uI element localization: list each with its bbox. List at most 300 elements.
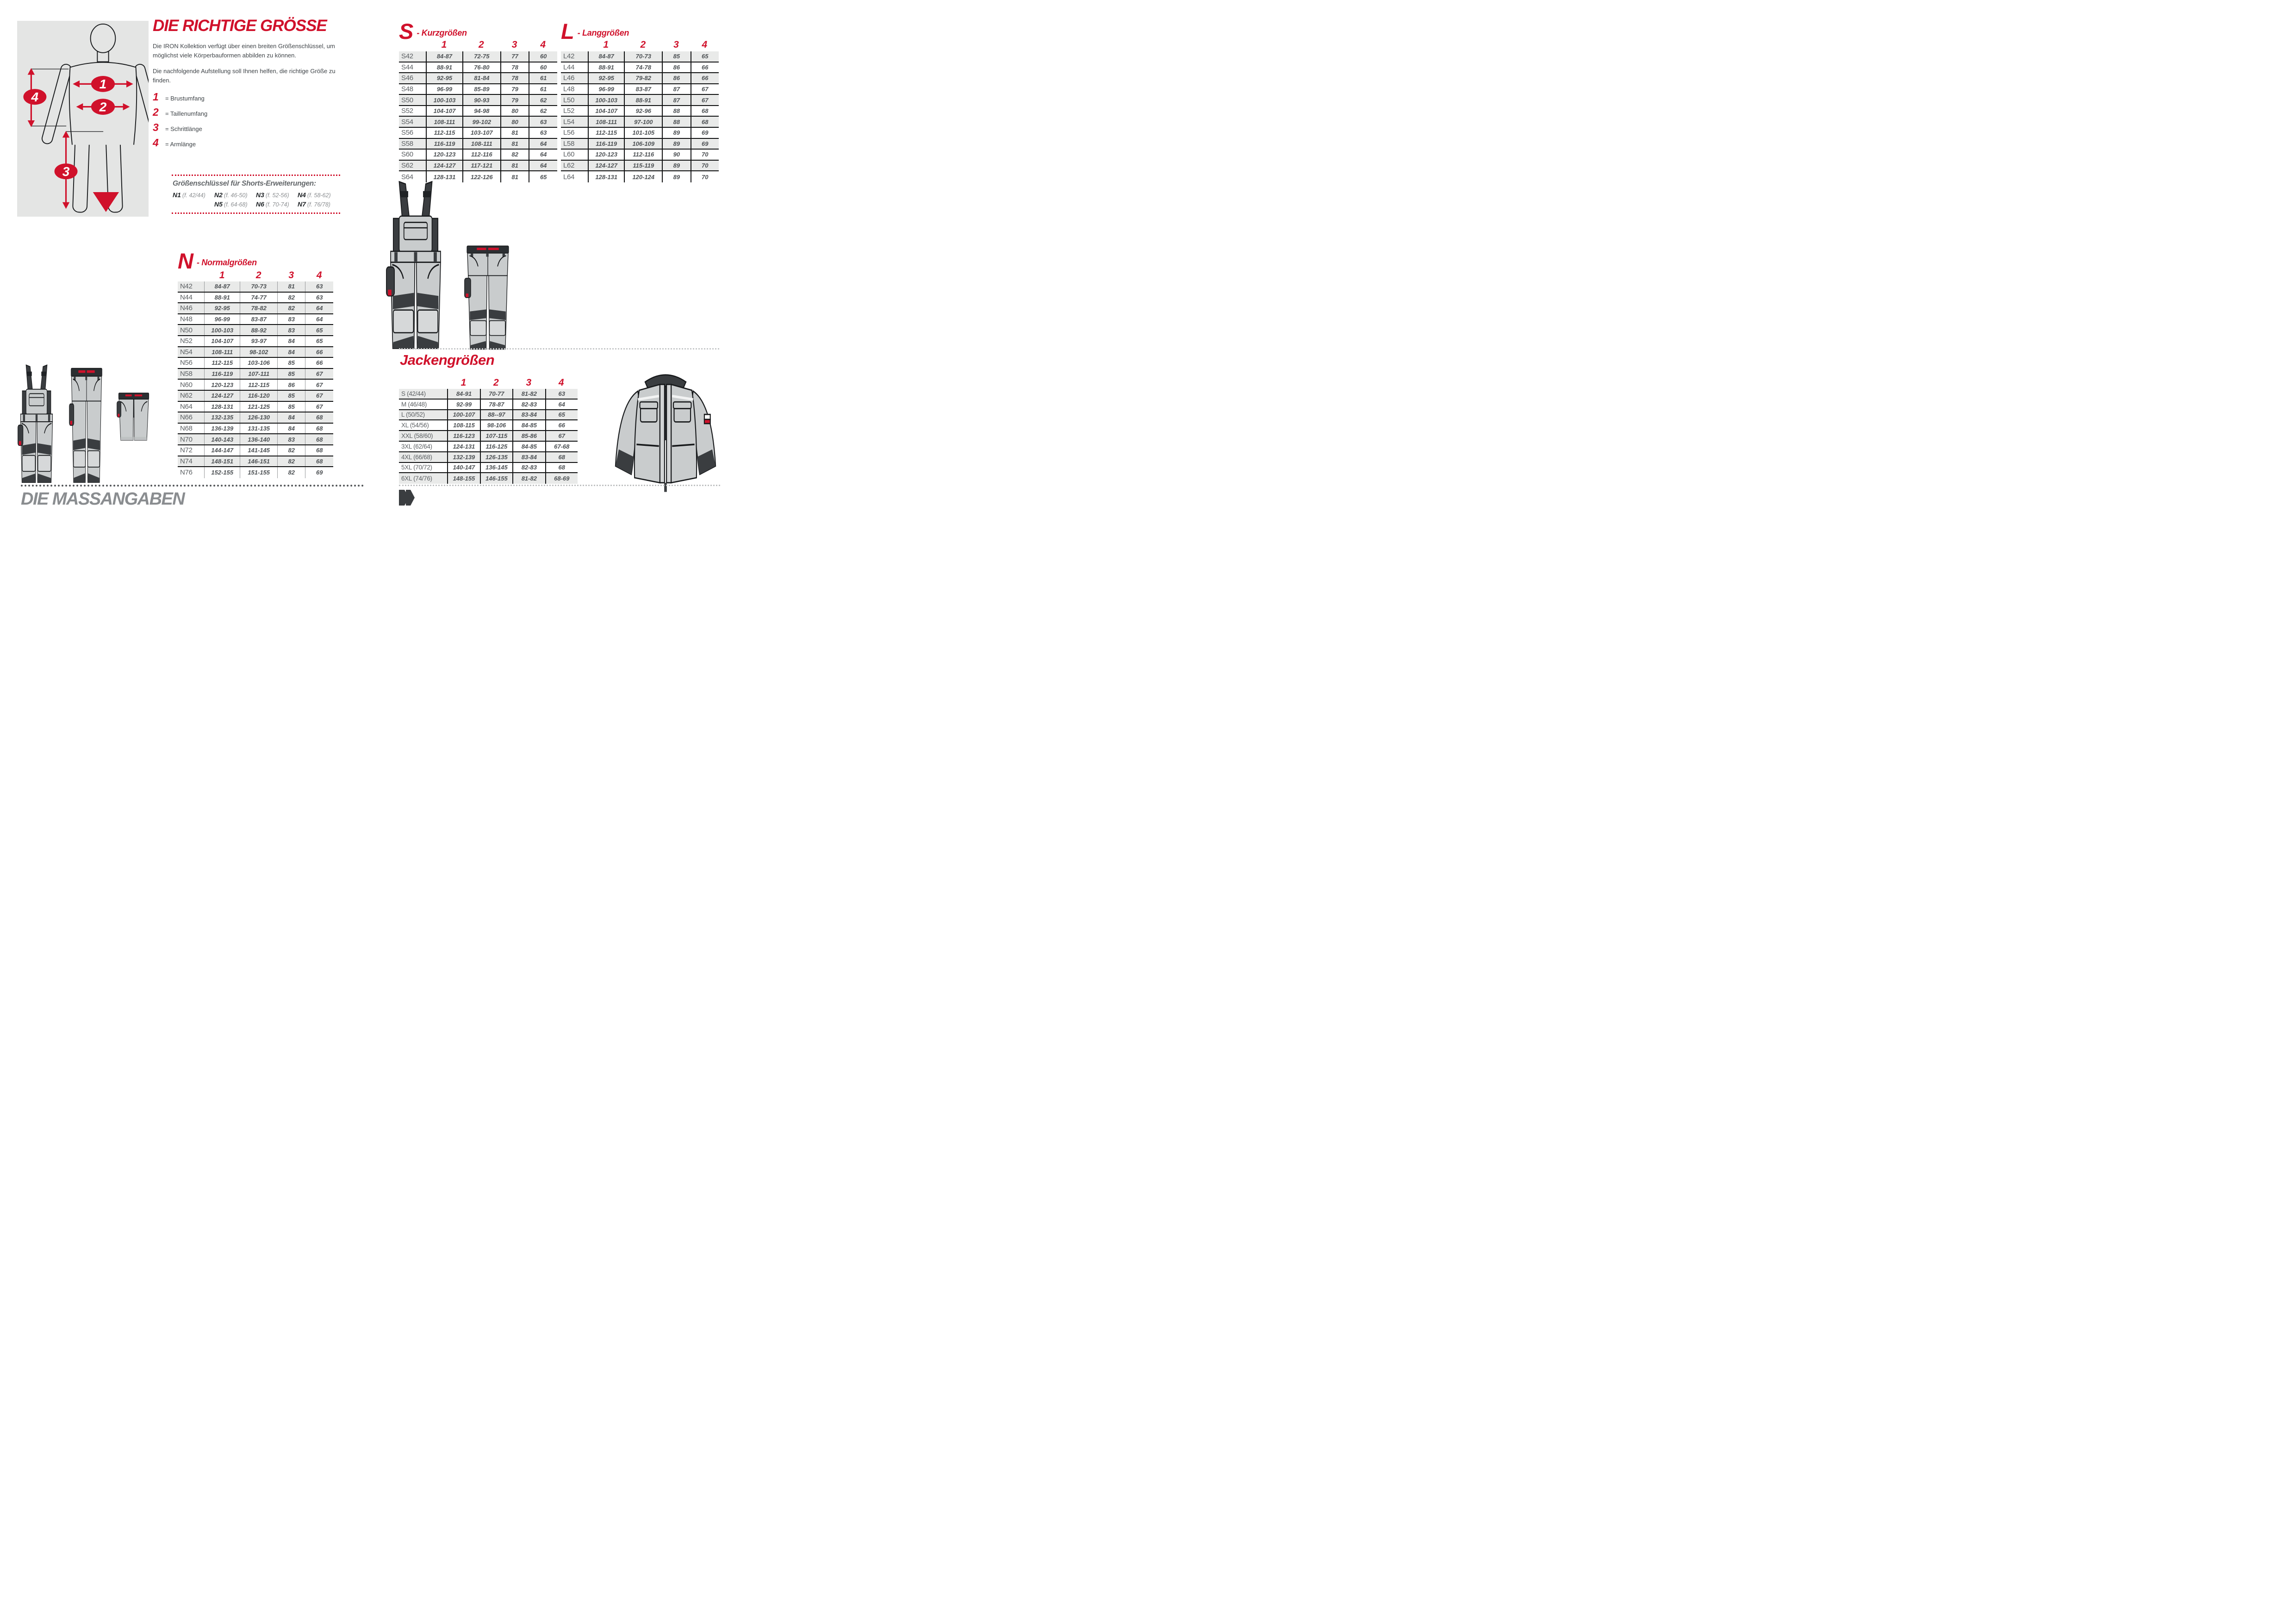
value-cell: 82: [277, 445, 305, 456]
column-header-1: 1: [441, 39, 447, 50]
table-row: [399, 150, 557, 161]
table-row: [399, 139, 557, 150]
size-label: 5XL (70/72): [401, 464, 432, 471]
size-label: L46: [563, 74, 575, 82]
section-suffix: - Langgrößen: [577, 28, 629, 37]
table-row: [399, 389, 578, 400]
value-cell: 79: [500, 84, 529, 94]
value-cell: 92-95: [588, 73, 624, 83]
value-cell: 116-119: [426, 139, 462, 149]
value-cell: 100-103: [588, 95, 624, 105]
table-row: [399, 463, 578, 474]
size-label: L44: [563, 63, 575, 71]
value-cell: 86: [277, 380, 305, 390]
value-cell: 78: [500, 73, 529, 83]
table-row: [561, 161, 719, 172]
table-row: [178, 336, 333, 347]
value-cell: 85: [277, 358, 305, 368]
value-cell: 83: [277, 314, 305, 325]
table-row: [178, 380, 333, 391]
size-label: S64: [401, 173, 413, 181]
value-cell: 78-87: [480, 400, 512, 409]
value-cell: 108-111: [426, 117, 462, 127]
value-cell: 70: [691, 171, 719, 182]
size-label: N62: [180, 392, 193, 400]
arm-length-arrow: [23, 68, 46, 127]
value-cell: 64: [529, 161, 557, 171]
size-label: N44: [180, 293, 193, 301]
value-cell: 87: [662, 95, 690, 105]
section-suffix: - Kurzgrößen: [417, 28, 467, 37]
value-cell: 88-91: [624, 95, 662, 105]
value-cell: 90: [662, 150, 690, 160]
shorts-key-item: [256, 191, 298, 199]
value-cell: 87: [662, 84, 690, 94]
value-cell: 76-80: [462, 62, 500, 73]
value-cell: 81: [500, 139, 529, 149]
value-cell: 132-139: [447, 452, 479, 462]
table-row: [399, 62, 557, 74]
size-label: L42: [563, 52, 575, 61]
value-cell: 77: [500, 51, 529, 62]
table-row: [399, 84, 557, 95]
value-cell: 67: [305, 402, 333, 412]
value-cell: 83-84: [512, 452, 545, 462]
value-cell: 108-111: [204, 347, 240, 357]
column-header-3: 3: [526, 377, 532, 388]
size-label: XXL (58/60): [401, 432, 433, 440]
column-header-2: 2: [478, 39, 484, 50]
value-cell: 63: [305, 281, 333, 292]
shorts-key-code: N2: [214, 191, 223, 199]
value-cell: 60: [529, 62, 557, 73]
size-table-normal: [178, 281, 333, 478]
value-cell: 81: [500, 171, 529, 182]
table-row: [399, 51, 557, 62]
table-row: [178, 325, 333, 336]
value-cell: 84: [277, 412, 305, 423]
value-cell: 81-82: [512, 389, 545, 399]
value-cell: 65: [305, 336, 333, 346]
table-row: [561, 150, 719, 161]
legend-number: 1: [153, 91, 159, 103]
shorts-key-range: (f. 58-62): [307, 192, 331, 199]
value-cell: 120-123: [426, 150, 462, 160]
value-cell: 98-106: [480, 420, 512, 430]
size-label: XL (54/56): [401, 422, 429, 429]
size-label: S52: [401, 107, 413, 115]
table-row: [178, 281, 333, 293]
value-cell: 88-91: [426, 62, 462, 73]
column-header-3: 3: [511, 39, 517, 50]
svg-text:1: 1: [99, 77, 107, 92]
shorts-key-item: [214, 191, 256, 199]
table-row: [399, 420, 578, 431]
value-cell: 70-73: [624, 51, 662, 62]
value-cell: 67-68: [545, 442, 578, 451]
value-cell: 84: [277, 424, 305, 434]
value-cell: 108-111: [462, 139, 500, 149]
size-table-jacken: [399, 389, 578, 484]
value-cell: 106-109: [624, 139, 662, 149]
value-cell: 116-119: [204, 369, 240, 379]
shorts-key-item: [214, 200, 256, 208]
shorts-key-code: N4: [298, 191, 306, 199]
value-cell: 136-139: [204, 424, 240, 434]
table-row: [178, 358, 333, 369]
size-label: N70: [180, 435, 193, 443]
value-cell: 126-130: [240, 412, 277, 423]
column-header-2: 2: [640, 39, 646, 50]
intro-paragraph-1: Die IRON Kollektion verfügt über einen breiten Größenschlüssel, um möglichst viele Körperbauformen abbilden zu können.: [153, 43, 335, 59]
value-cell: 72-75: [462, 51, 500, 62]
table-row: [561, 73, 719, 84]
shorts-key-item: [298, 191, 339, 199]
value-cell: 82: [277, 467, 305, 478]
value-cell: 85-89: [462, 84, 500, 94]
size-label: N72: [180, 446, 193, 455]
shorts-key-row: [173, 191, 339, 199]
value-cell: 84-87: [204, 281, 240, 292]
value-cell: 68: [305, 456, 333, 467]
value-cell: 65: [691, 51, 719, 62]
value-cell: 64: [529, 150, 557, 160]
value-cell: 84-91: [447, 389, 479, 399]
shorts-size-key-box: [172, 175, 340, 214]
size-label: L62: [563, 162, 575, 170]
size-label: N68: [180, 425, 193, 433]
value-cell: 65: [305, 325, 333, 335]
value-cell: 83-84: [512, 410, 545, 420]
size-label: N52: [180, 337, 193, 345]
size-table-kurz: [399, 51, 557, 182]
value-cell: 66: [691, 73, 719, 83]
legend-item: [153, 137, 207, 149]
table-row: [178, 303, 333, 314]
value-cell: 103-106: [240, 358, 277, 368]
value-cell: 124-131: [447, 442, 479, 451]
size-label: N76: [180, 468, 193, 477]
size-label: N74: [180, 457, 193, 465]
table-row: [178, 456, 333, 468]
table-row: [399, 410, 578, 421]
value-cell: 115-119: [624, 161, 662, 171]
table-row: [399, 95, 557, 106]
value-cell: 128-131: [204, 402, 240, 412]
column-headers-jacken: [399, 377, 578, 389]
value-cell: 103-107: [462, 128, 500, 138]
size-label: S58: [401, 139, 413, 148]
table-row: [178, 445, 333, 456]
legend-label: = Schrittlänge: [165, 125, 202, 132]
value-cell: 68: [305, 434, 333, 444]
column-header-1: 1: [460, 377, 467, 388]
shorts-key-item: [173, 191, 214, 199]
size-label: S42: [401, 52, 413, 61]
shorts-key-item: [256, 200, 298, 208]
value-cell: 70: [691, 161, 719, 171]
svg-text:2: 2: [99, 100, 107, 114]
value-cell: 96-99: [588, 84, 624, 94]
value-cell: 99-102: [462, 117, 500, 127]
value-cell: 104-107: [426, 106, 462, 116]
table-row: [561, 84, 719, 95]
size-label: L48: [563, 85, 575, 94]
legend-label: = Armlänge: [165, 141, 196, 148]
table-row: [561, 117, 719, 128]
value-cell: 65: [545, 410, 578, 420]
legend-item: [153, 106, 207, 119]
value-cell: 98-102: [240, 347, 277, 357]
value-cell: 89: [662, 171, 690, 182]
value-cell: 116-119: [588, 139, 624, 149]
value-cell: 124-127: [204, 391, 240, 401]
value-cell: 66: [691, 62, 719, 73]
table-row: [399, 400, 578, 410]
value-cell: 140-143: [204, 434, 240, 444]
column-header-3: 3: [673, 39, 679, 50]
size-label: N64: [180, 402, 193, 411]
size-label: 3XL (62/64): [401, 443, 432, 450]
column-headers-kurz: [399, 39, 557, 51]
value-cell: 70-73: [240, 281, 277, 292]
trousers-image-small: [64, 367, 109, 485]
value-cell: 61: [529, 73, 557, 83]
value-cell: 97-100: [624, 117, 662, 127]
table-row: [561, 139, 719, 150]
value-cell: 92-95: [426, 73, 462, 83]
value-cell: 82: [277, 293, 305, 303]
value-cell: 117-121: [462, 161, 500, 171]
value-cell: 96-99: [426, 84, 462, 94]
value-cell: 83: [277, 434, 305, 444]
value-cell: 88-91: [588, 62, 624, 73]
value-cell: 104-107: [204, 336, 240, 346]
value-cell: 64: [305, 303, 333, 313]
value-cell: 66: [305, 347, 333, 357]
value-cell: 116-123: [447, 431, 479, 441]
value-cell: 67: [305, 380, 333, 390]
bib-overall-image-small: [11, 364, 62, 485]
page-title: DIE RICHTIGE GRÖSSE: [153, 17, 327, 35]
value-cell: 82: [277, 303, 305, 313]
table-row: [399, 117, 557, 128]
value-cell: 112-115: [240, 380, 277, 390]
column-header-1: 1: [603, 39, 609, 50]
body-silhouette-graphic: [17, 21, 149, 217]
shorts-key-spacer: [173, 200, 214, 208]
value-cell: 64: [545, 400, 578, 409]
value-cell: 74-78: [624, 62, 662, 73]
value-cell: 136-145: [480, 463, 512, 473]
shorts-key-title: Größenschlüssel für Shorts-Erweiterungen:: [173, 180, 316, 187]
size-label: L52: [563, 107, 575, 115]
value-cell: 89: [662, 128, 690, 138]
value-cell: 122-126: [462, 171, 500, 182]
legend-number: 2: [153, 106, 159, 118]
value-cell: 63: [529, 117, 557, 127]
value-cell: 81: [277, 281, 305, 292]
table-row: [178, 391, 333, 402]
value-cell: 84: [277, 336, 305, 346]
column-headers-lang: [561, 39, 719, 51]
shorts-key-range: (f. 76/78): [307, 201, 330, 208]
value-cell: 132-135: [204, 412, 240, 423]
table-row: [561, 128, 719, 139]
size-label: M (46/48): [401, 400, 427, 408]
value-cell: 85: [277, 369, 305, 379]
value-cell: 67: [691, 95, 719, 105]
value-cell: 70: [691, 150, 719, 160]
catalog-page: [0, 0, 734, 519]
value-cell: 107-115: [480, 431, 512, 441]
value-cell: 88: [662, 106, 690, 116]
table-row: [399, 128, 557, 139]
size-label: S46: [401, 74, 413, 82]
value-cell: 151-155: [240, 467, 277, 478]
table-row: [399, 431, 578, 442]
size-label: N60: [180, 381, 193, 389]
size-label: N56: [180, 359, 193, 367]
value-cell: 62: [529, 95, 557, 105]
legend-item: [153, 121, 207, 134]
table-row: [178, 314, 333, 325]
value-cell: 67: [545, 431, 578, 441]
value-cell: 68: [305, 424, 333, 434]
size-label: S48: [401, 85, 413, 94]
trousers-image-large: [457, 244, 518, 352]
intro-text: [153, 42, 336, 92]
value-cell: 108-115: [447, 420, 479, 430]
value-cell: 128-131: [588, 171, 624, 182]
shorts-key-range: (f. 46-50): [224, 192, 248, 199]
value-cell: 112-115: [204, 358, 240, 368]
value-cell: 112-116: [624, 150, 662, 160]
size-label: N66: [180, 413, 193, 422]
shorts-key-code: N3: [256, 191, 264, 199]
value-cell: 82: [500, 150, 529, 160]
value-cell: 140-147: [447, 463, 479, 473]
value-cell: 144-147: [204, 445, 240, 456]
value-cell: 65: [529, 171, 557, 182]
section-letter: L: [561, 19, 573, 44]
size-label: N50: [180, 326, 193, 334]
value-cell: 124-127: [426, 161, 462, 171]
size-label: L60: [563, 150, 575, 159]
value-cell: 112-115: [588, 128, 624, 138]
size-label: S54: [401, 118, 413, 126]
shorts-key-code: N5: [214, 200, 223, 208]
value-cell: 63: [545, 389, 578, 399]
value-cell: 84-85: [512, 420, 545, 430]
value-cell: 61: [529, 84, 557, 94]
size-label: L58: [563, 139, 575, 148]
size-label: N42: [180, 282, 193, 291]
value-cell: 148-155: [447, 473, 479, 484]
value-cell: 116-125: [480, 442, 512, 451]
table-row: [399, 473, 578, 484]
value-cell: 86: [662, 62, 690, 73]
value-cell: 85: [277, 402, 305, 412]
value-cell: 68-69: [545, 473, 578, 484]
value-cell: 89: [662, 161, 690, 171]
value-cell: 90-93: [462, 95, 500, 105]
table-row: [178, 424, 333, 435]
value-cell: 141-145: [240, 445, 277, 456]
table-row: [399, 452, 578, 463]
value-cell: 80: [500, 117, 529, 127]
table-row: [399, 161, 557, 172]
table-row: [178, 369, 333, 380]
table-row: [561, 95, 719, 106]
value-cell: 67: [305, 391, 333, 401]
value-cell: 85: [662, 51, 690, 62]
value-cell: 92-99: [447, 400, 479, 409]
table-row: [178, 412, 333, 424]
value-cell: 112-116: [462, 150, 500, 160]
value-cell: 83: [277, 325, 305, 335]
value-cell: 124-127: [588, 161, 624, 171]
value-cell: 146-151: [240, 456, 277, 467]
value-cell: 74-77: [240, 293, 277, 303]
shorts-key-row: [173, 200, 339, 208]
value-cell: 67: [691, 84, 719, 94]
value-cell: 64: [305, 314, 333, 325]
table-row: [561, 106, 719, 117]
size-label: S62: [401, 162, 413, 170]
shorts-key-code: N1: [173, 191, 181, 199]
value-cell: 60: [529, 51, 557, 62]
jacket-sizes-title: Jackengrößen: [400, 352, 495, 368]
value-cell: 85-86: [512, 431, 545, 441]
shorts-key-range: (f. 42/44): [182, 192, 205, 199]
value-cell: 126-135: [480, 452, 512, 462]
footer-title: DIE MASSANGABEN: [21, 489, 185, 509]
shorts-key-range: (f. 64-68): [224, 201, 248, 208]
size-table-lang: [561, 51, 719, 182]
value-cell: 131-135: [240, 424, 277, 434]
value-cell: 66: [545, 420, 578, 430]
value-cell: 78: [500, 62, 529, 73]
size-label: N48: [180, 315, 193, 324]
footer-divider-right: [399, 485, 720, 486]
shorts-image-small: [112, 392, 156, 443]
legend-label: = Taillenumfang: [165, 110, 208, 117]
value-cell: 107-111: [240, 369, 277, 379]
value-cell: 69: [305, 467, 333, 478]
value-cell: 108-111: [588, 117, 624, 127]
value-cell: 68: [691, 117, 719, 127]
table-row: [178, 293, 333, 304]
size-label: N58: [180, 370, 193, 378]
value-cell: 79-82: [624, 73, 662, 83]
size-label: S50: [401, 96, 413, 104]
value-cell: 68: [691, 106, 719, 116]
value-cell: 136-140: [240, 434, 277, 444]
value-cell: 120-123: [204, 380, 240, 390]
forward-chevrons-icon: [399, 489, 415, 506]
value-cell: 85: [277, 391, 305, 401]
value-cell: 152-155: [204, 467, 240, 478]
table-row: [178, 347, 333, 358]
section-letter: S: [399, 19, 413, 44]
value-cell: 88-91: [204, 293, 240, 303]
table-row: [399, 442, 578, 452]
table-row: [561, 51, 719, 62]
value-cell: 63: [305, 293, 333, 303]
value-cell: 94-98: [462, 106, 500, 116]
svg-text:4: 4: [31, 90, 39, 104]
